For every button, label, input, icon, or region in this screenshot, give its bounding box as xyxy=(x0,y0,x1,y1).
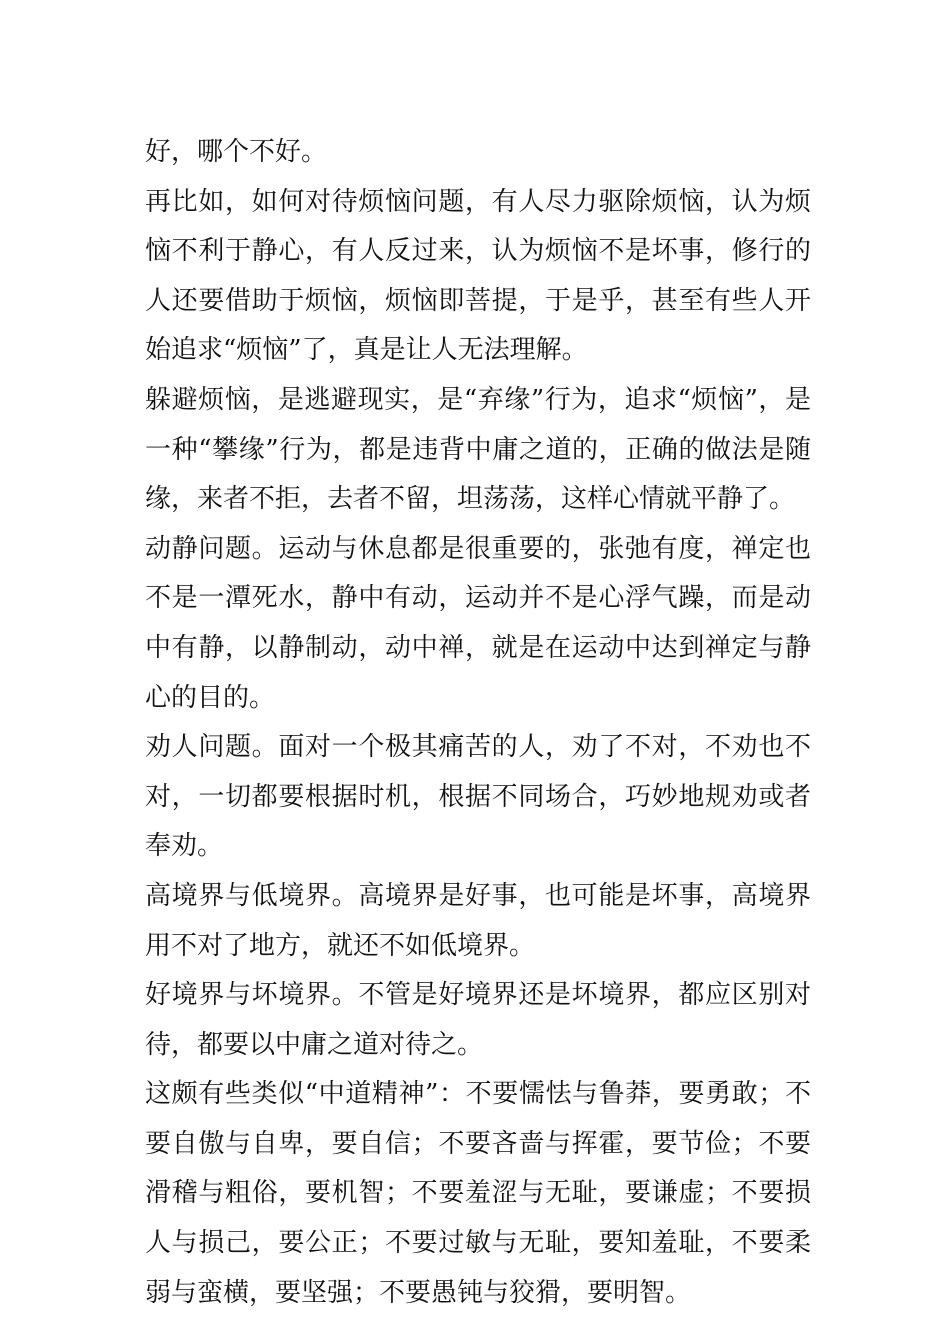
paragraph-2: 再比如，如何对待烦恼问题，有人尽力驱除烦恼，认为烦恼不利于静心，有人反过来，认为烦恼不是坏事，修行的人还要借助于烦恼，烦恼即菩提，于是乎，甚至有些人开始追求“烦恼”了，真是让人无法理解。 xyxy=(145,186,811,366)
paragraph-5: 劝人问题。面对一个极其痛苦的人，劝了不对，不劝也不对，一切都要根据时机，根据不同场合，巧妙地规劝或者奉劝。 xyxy=(145,732,811,862)
paragraph-6: 高境界与低境界。高境界是好事，也可能是坏事，高境界用不对了地方，就还不如低境界。 xyxy=(145,880,811,961)
paragraph-8: 这颇有些类似“中道精神”：不要懦怯与鲁莽，要勇敢；不要自傲与自卑，要自信；不要吝啬与挥霍，要节俭；不要滑稽与粗俗，要机智；不要羞涩与无耻，要谦虚；不要损人与损己，要公正；不要过敏与无耻，要知羞耻，不要柔弱与蛮横，要坚强；不要愚钝与狡猾，要明智。 xyxy=(145,1079,811,1308)
paragraph-4: 动静问题。运动与休息都是很重要的，张弛有度，禅定也不是一潭死水，静中有动，运动并不是心浮气躁，而是动中有静，以静制动，动中禅，就是在运动中达到禅定与静心的目的。 xyxy=(145,533,811,713)
paragraph-3: 躲避烦恼，是逃避现实，是“弃缘”行为，追求“烦恼”，是一种“攀缘”行为，都是违背中庸之道的，正确的做法是随缘，来者不拒，去者不留，坦荡荡，这样心情就平静了。 xyxy=(145,384,811,515)
paragraph-7: 好境界与坏境界。不管是好境界还是坏境界，都应区别对待，都要以中庸之道对待之。 xyxy=(145,980,811,1060)
document-body xyxy=(145,128,811,1318)
paragraph-1: 好，哪个不好。 xyxy=(145,137,328,167)
